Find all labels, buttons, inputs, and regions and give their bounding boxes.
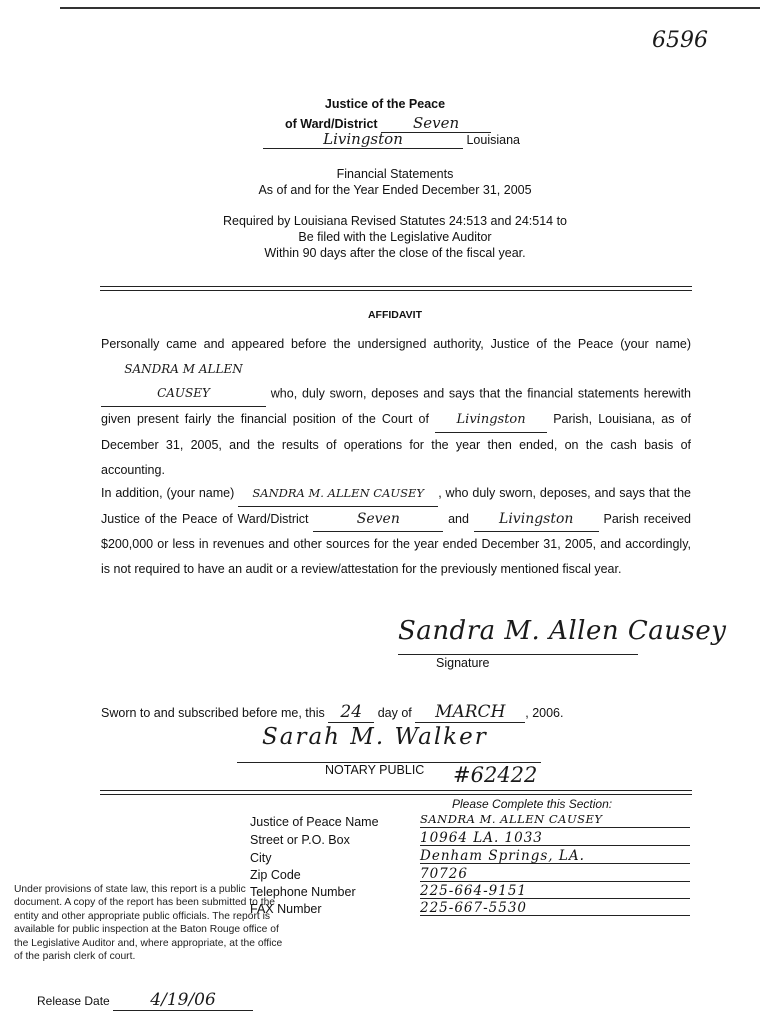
required-line3: Within 90 days after the close of the fiscal year. — [264, 246, 526, 260]
value-justice-name: SANDRA M. ALLEN CAUSEY — [420, 812, 690, 828]
ward-value: Seven — [381, 114, 491, 133]
divider-bottom-2 — [100, 794, 692, 795]
label-justice-name: Justice of Peace Name — [250, 815, 379, 829]
header-title: Justice of the Peace — [324, 97, 446, 111]
notary-number: #62422 — [453, 763, 538, 787]
ward-label: of Ward/District — [285, 117, 378, 131]
notary-signature: Sarah M. Walker — [262, 724, 488, 750]
affidavit-paragraph-1 — [101, 332, 691, 482]
p2-parish-value: Livingston — [474, 507, 599, 533]
release-date-line — [37, 990, 253, 1011]
notary-label: NOTARY PUBLIC — [325, 763, 425, 777]
divider-top-1 — [100, 286, 692, 287]
sworn-text-a: Sworn to and subscribed before me, this — [101, 706, 325, 720]
page-number: 6596 — [652, 28, 708, 53]
p2-ward-value: Seven — [313, 507, 443, 533]
p1-text-b: who, duly sworn, deposes and says that the financial statements herewith given present fairly the financial position of the Court of — [101, 386, 691, 426]
divider-bottom-1 — [100, 790, 692, 791]
label-city: City — [250, 851, 272, 865]
release-date-label: Release Date — [37, 994, 110, 1008]
label-zip: Zip Code — [250, 868, 301, 882]
label-fax: FAX Number — [250, 902, 322, 916]
value-fax: 225-667-5530 — [420, 900, 690, 916]
state-label: Louisiana — [466, 133, 520, 147]
parish-line — [263, 130, 520, 149]
sworn-text-b: day of — [377, 706, 412, 720]
label-telephone: Telephone Number — [250, 885, 356, 899]
affidavit-paragraph-2 — [101, 481, 691, 581]
sworn-line — [101, 702, 563, 723]
statement-line1: Financial Statements — [336, 167, 454, 181]
statement-line2: As of and for the Year Ended December 31, 2005 — [258, 183, 532, 197]
sworn-day: 24 — [328, 702, 374, 723]
value-telephone: 225-664-9151 — [420, 883, 690, 899]
release-date-value: 4/19/06 — [113, 990, 253, 1011]
p2-text-b: , who duly sworn, deposes, and says that the Justice of the Peace of Ward/District — [101, 486, 692, 526]
p2-and: and — [448, 511, 469, 526]
sworn-month: MARCH — [415, 702, 525, 723]
p2-justice-name: SANDRA M. ALLEN CAUSEY — [238, 481, 438, 507]
p1-text-a: Personally came and appeared before the undersigned authority, Justice of the Peace (your name) — [101, 337, 691, 351]
top-scan-edge — [60, 7, 760, 9]
value-street: 10964 LA. 1033 — [420, 830, 690, 846]
sworn-text-c: , 2006. — [525, 706, 564, 720]
required-line1: Required by Louisiana Revised Statutes 24:513 and 24:514 to — [223, 214, 567, 228]
p1-court-name: Livingston — [435, 408, 547, 434]
divider-top-2 — [100, 290, 692, 291]
p1-justice-name: SANDRA M ALLEN CAUSEY — [101, 357, 266, 407]
public-document-stamp: Under provisions of state law, this report is a public document. A copy of the report has been submitted to the entity and other appropriate public officials. The report is available for public inspection at the Baton Rouge office of the Legislative Auditor and, where appropriate, at the office of the parish clerk of court. — [14, 884, 283, 963]
value-city: Denham Springs, LA. — [420, 848, 690, 864]
label-street: Street or P.O. Box — [250, 833, 350, 847]
required-line2: Be filed with the Legislative Auditor — [298, 230, 492, 244]
signature-label: Signature — [436, 656, 490, 670]
value-zip: 70726 — [420, 866, 690, 882]
section-heading: Please Complete this Section: — [452, 797, 613, 811]
signature-handwritten: Sandra M. Allen Causey — [398, 616, 727, 646]
p2-text-a: In addition, (your name) — [101, 486, 235, 500]
p2-text-c: Parish received $200,000 or less in revenues and other sources for the year ended December 31, 2005, and accordingly, is not required to have an audit or a review/attestation for the previously mentioned fiscal year. — [101, 511, 691, 576]
signature-line — [398, 654, 638, 655]
affidavit-heading: AFFIDAVIT — [367, 309, 423, 321]
p1-text-c: Parish, Louisiana, as of December 31, 2005, and the results of operations for the year then ended, on the cash basis of accounting. — [101, 411, 691, 477]
parish-value: Livingston — [263, 130, 463, 149]
